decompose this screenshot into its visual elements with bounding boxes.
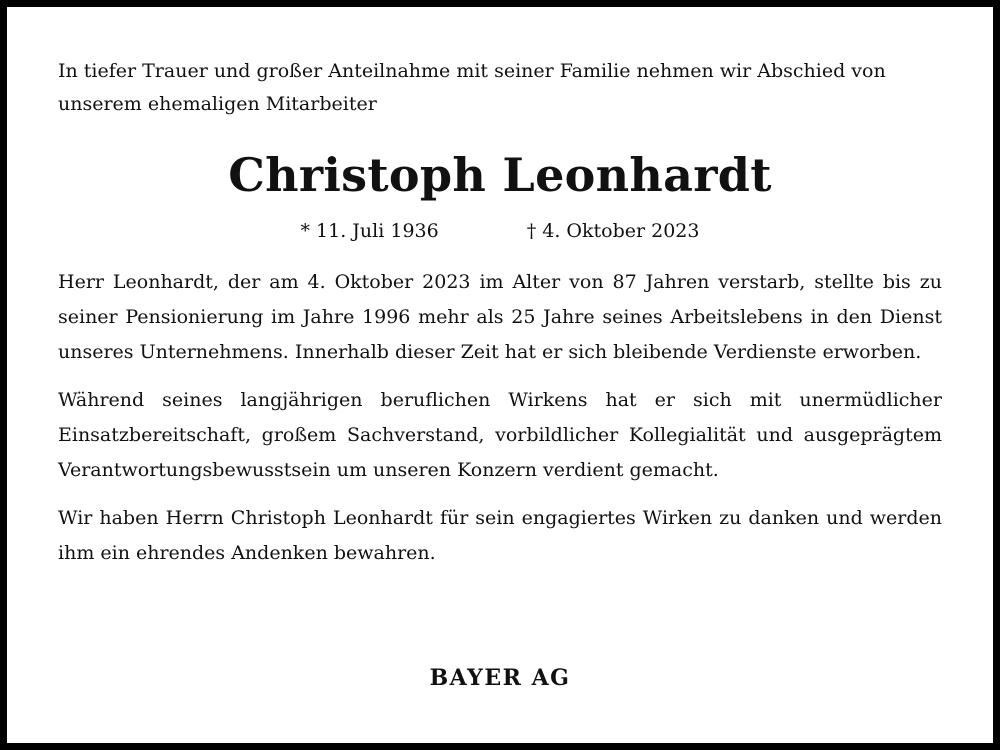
body-paragraph: Herr Leonhardt, der am 4. Oktober 2023 im Alter von 87 Jahren verstarb, stellte bis zu seiner Pensionierung im Jahre 1996 mehr als 25 Jahre seines Arbeitslebens in den Dienst unseres Unternehmens. Innerhalb dieser Zeit hat er sich bleibende Verdienste erworben. (58, 271, 942, 363)
obituary-notice (58, 55, 942, 584)
death-date: † 4. Oktober 2023 (526, 220, 700, 242)
intro-text: In tiefer Trauer und großer Anteilnahme mit seiner Familie nehmen wir Abschied von unserem ehemaligen Mitarbeiter (58, 60, 886, 115)
life-dates (58, 217, 942, 245)
deceased-name: Christoph Leonhardt (228, 148, 772, 202)
birth-date: * 11. Juli 1936 (300, 220, 439, 242)
body-paragraph: Wir haben Herrn Christoph Leonhardt für sein engagiertes Wirken zu danken und werden ihm ein ehrendes Andenken bewahren. (58, 507, 942, 564)
company-signature: BAYER AG (429, 665, 571, 691)
body-paragraph: Während seines langjährigen beruflichen Wirkens hat er sich mit unermüdlicher Einsatzbereitschaft, großem Sachverstand, vorbildlicher Kollegialität und ausgeprägtem Verantwortungsbewusstsein um unseren Konzern verdient gemacht. (58, 389, 942, 481)
notice-body (58, 265, 942, 571)
